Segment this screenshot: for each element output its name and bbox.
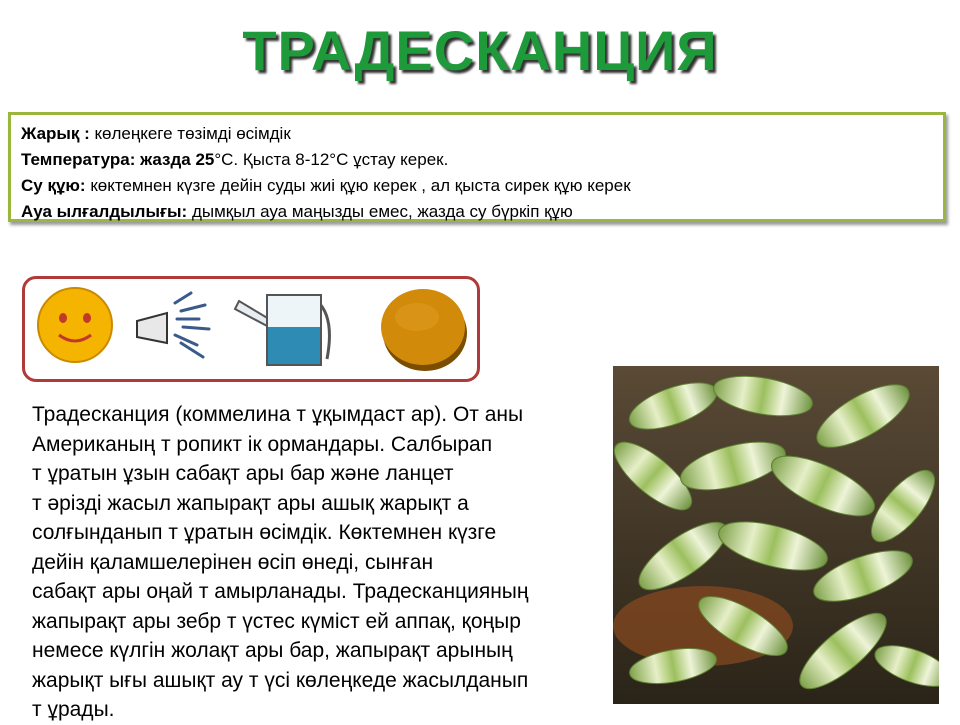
care-info-box xyxy=(8,112,946,222)
watering-can-icon xyxy=(231,287,335,367)
humidity-label: Ауа ылғалдылығы: xyxy=(21,202,188,221)
light-value: көлеңкеге төзімді өсімдік xyxy=(89,124,291,143)
watering-value: көктемнен күзге дейін суды жиі құю керек , ал қыста сирек құю керек xyxy=(85,176,631,195)
description-line: т әрізді жасыл жапырақт ары ашық жарықт а xyxy=(32,491,469,515)
light-label: Жарық : xyxy=(21,124,90,143)
temperature-label: Температура: жазда 25 xyxy=(21,150,215,169)
description-line: жарықт ығы ашықт ау т үсі көлеңкеде жасылданып xyxy=(32,668,529,692)
tradescantia-photo xyxy=(613,366,939,704)
humidity-value: дымқыл ауа маңызды емес, жазда су бүркіп құю xyxy=(187,202,573,221)
temperature-line xyxy=(21,147,933,173)
watering-label: Су құю: xyxy=(21,176,86,195)
spray-icon xyxy=(133,289,217,363)
temperature-value: °С. Қыста 8-12°С ұстау керек. xyxy=(214,150,449,169)
description-line: Традесканция (коммелина т ұқымдаст ар). От аны xyxy=(32,403,524,426)
light-line xyxy=(21,121,933,147)
description-line: дейін қаламшелерінен өсіп өнеді, сынған xyxy=(32,550,434,574)
description-line: сабақт ары оңай т амырланады. Традесканцияның xyxy=(32,580,529,603)
description-line: солғынданып т ұратын өсімдік. Көктемнен күзге xyxy=(32,521,497,544)
pot-icon xyxy=(379,285,471,373)
description-line: жапырақт ары зебр т үстес күміст ей аппақ, қоңыр xyxy=(32,609,521,633)
humidity-line xyxy=(21,199,933,225)
page-title: ТРАДЕСКАНЦИЯ xyxy=(242,19,718,82)
description-line: т ұратын ұзын сабақт ары бар және ланцет xyxy=(32,462,454,485)
care-icons-box xyxy=(22,276,480,382)
watering-line xyxy=(21,173,933,199)
description-paragraph xyxy=(32,400,622,725)
description-line: немесе күлгін жолақт ары бар, жапырақт арының xyxy=(32,639,513,662)
description-line: т ұрады. xyxy=(32,698,115,721)
description-line: Американың т ропикт ік ормандары. Салбырап xyxy=(32,432,493,456)
sun-face-icon xyxy=(35,285,115,365)
